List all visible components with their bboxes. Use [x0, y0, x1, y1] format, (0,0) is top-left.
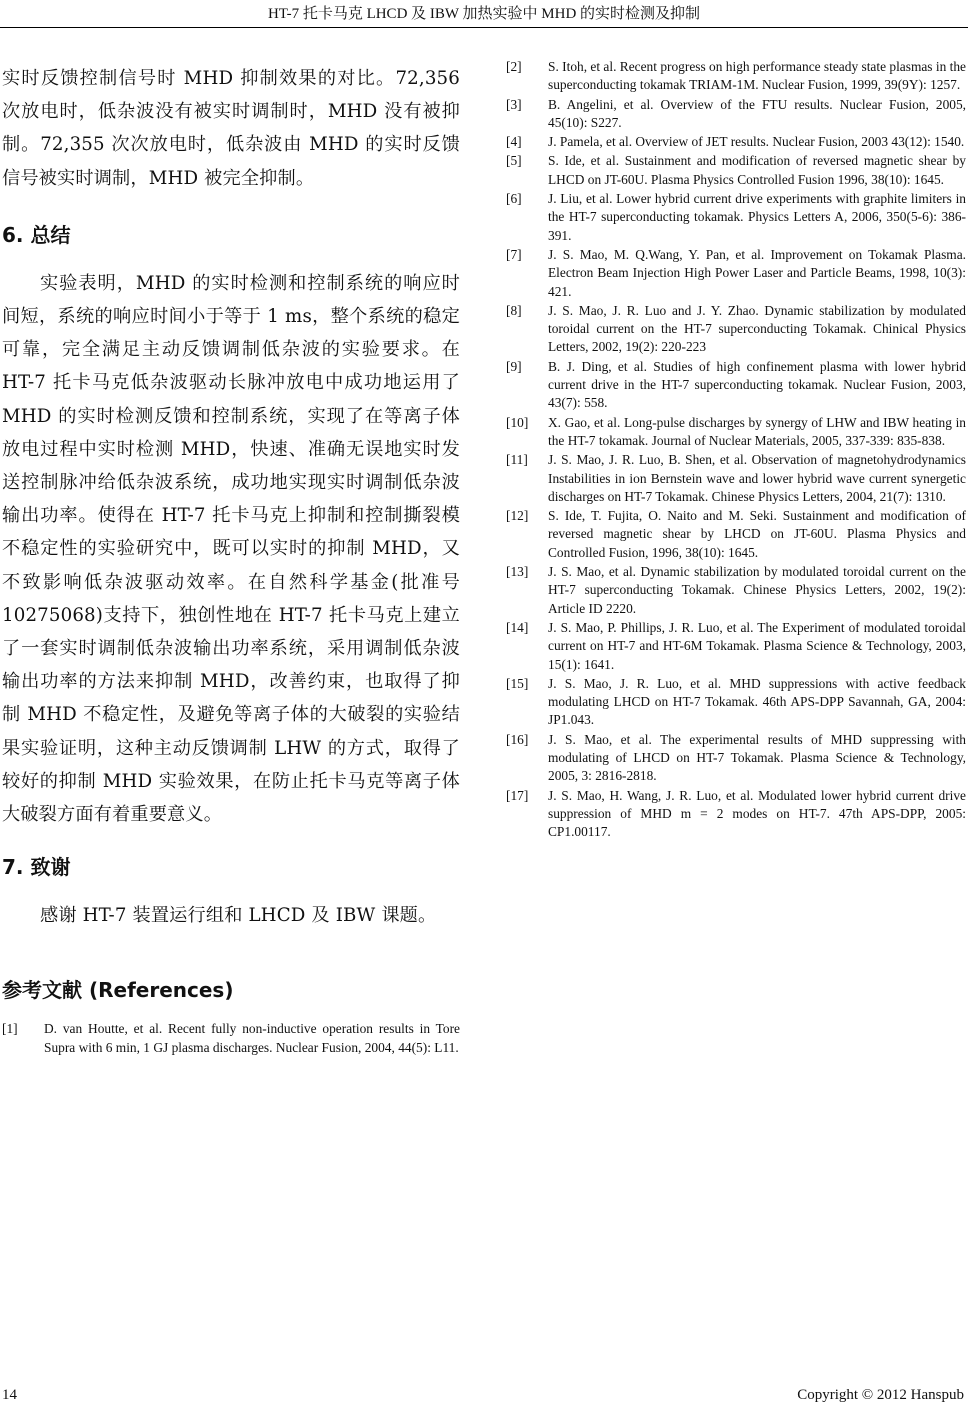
- reference-text: D. van Houtte, et al. Recent fully non-inductive operation results in Tore Supra with 6 min, 1 GJ plasma discharges. Nuclear Fusion, 2004, 44(5): L11.: [44, 1021, 460, 1055]
- page-number: 14: [2, 1387, 17, 1403]
- running-header: HT-7 托卡马克 LHCD 及 IBW 加热实验中 MHD 的实时检测及抑制: [267, 6, 701, 22]
- reference-text: J. S. Mao, J. R. Luo and J. Y. Zhao. Dynamic stabilization by modulated toroidal current on the HT-7 superconducting Tokamak. Chinical Physics Letters, 2002, 19(2): 220-223: [548, 302, 966, 355]
- reference-item: [506, 190, 966, 245]
- section-7-heading: 7. 致谢: [2, 855, 71, 880]
- reference-item: [506, 563, 966, 618]
- reference-item: [506, 302, 966, 357]
- reference-number: [14]: [506, 619, 529, 635]
- reference-number: [2]: [506, 59, 522, 74]
- reference-text: X. Gao, et al. Long-pulse discharges by synergy of LHW and IBW heating in the HT-7 tokamak. Journal of Nuclear Materials, 2005, 337-339: 835-838.: [548, 414, 966, 448]
- reference-item: [506, 58, 966, 95]
- right-column: [506, 58, 966, 842]
- reference-item: [506, 787, 966, 842]
- reference-text: J. S. Mao, J. R. Luo, et al. MHD suppressions with active feedback modulating LHCD on HT-7 Tokamak. 46th APS-DPP Savannah, GA, 2004: JP1.043.: [548, 675, 966, 728]
- reference-item: [506, 152, 966, 189]
- reference-text: J. S. Mao, et al. Dynamic stabilization by modulated toroidal current on the HT-7 superconducting Tokamak. Chinese Physics Letters, 2002, 19(2): Article ID 2220.: [548, 564, 966, 616]
- header-rule: [0, 27, 968, 28]
- reference-text: J. S. Mao, H. Wang, J. R. Luo, et al. Modulated lower hybrid current drive suppression of MHD m = 2 modes on HT-7. 47th APS-DPP, 2005: CP1.00117.: [548, 787, 966, 840]
- reference-item: [506, 507, 966, 562]
- reference-text: B. Angelini, et al. Overview of the FTU results. Nuclear Fusion, 2005, 45(10): S227.: [548, 96, 966, 130]
- reference-number: [8]: [506, 302, 522, 318]
- reference-number: [5]: [506, 153, 522, 169]
- reference-text: J. Liu, et al. Lower hybrid current drive experiments with graphite limiters in the HT-7 superconducting tokamak. Physics Letters A, 2006, 350(5-6): 386-391.: [548, 191, 966, 243]
- reference-number: [9]: [506, 358, 522, 374]
- reference-text: J. S. Mao, J. R. Luo, B. Shen, et al. Observation of magnetohydrodynamics Instabilities in ion Bernstein wave and lower hybrid wave current synergetic discharges on HT-7 Tokamak. Chinese Physics Letters, 2004, 21(7): 1310.: [548, 452, 966, 504]
- copyright-notice: Copyright © 2012 Hanspub: [797, 1387, 964, 1403]
- reference-item: [506, 619, 966, 674]
- reference-text: J. S. Mao, et al. The experimental results of MHD suppressing with modulating of LHCD on HT-7 Tokamak. Plasma Science & Technology, 2005, 3: 2816-2818.: [548, 731, 966, 784]
- section-6-paragraph: 实验表明，MHD 的实时检测和控制系统的响应时间短，系统的响应时间小于等于 1 ms，整个系统的稳定可靠，完全满足主动反馈调制低杂波的实验要求。在 HT-7 托卡马克低杂波驱动长脉冲放电中成功地运用了 MHD 的实时检测反馈和控制系统，实现了在等离子体放电过程中实时检测 MHD，快速、准确无误地实时发送控制脉冲给低杂波系统，成功地实现实时调制低杂波输出功率。使得在 HT-7 托卡马克上抑制和控制撕裂模不稳定性的实验研究中，既可以实时的抑制 MHD，又不致影响低杂波驱动效率。在自然科学基金(批准号 10275068)支持下，独创性地在 HT-7 托卡马克上建立了一套实时调制低杂波输出功率系统，采用调制低杂波输出功率的方法来抑制 MHD，改善约束，也取得了抑制 MHD 不稳定性，及避免等离子体的大破裂的实验结果实验证明，这种主动反馈调制 LHW 的方式，取得了较好的抑制 MHD 实验效果，在防止托卡马克等离子体大破裂方面有着重要意义。: [2, 272, 460, 826]
- reference-item: [506, 675, 966, 730]
- left-column: [2, 62, 460, 1058]
- reference-text: S. Ide, et al. Sustainment and modification of reversed magnetic shear by LHCD on JT-60U. Plasma Physics Controlled Fusion 1996, 38(10): 1645.: [548, 153, 966, 187]
- reference-text: J. Pamela, et al. Overview of JET results. Nuclear Fusion, 2003 43(12): 1540.: [548, 134, 965, 150]
- reference-item: [506, 451, 966, 506]
- reference-item: [2, 1020, 460, 1057]
- reference-text: S. Itoh, et al. Recent progress on high performance steady state plasmas in the superconducting tokamak TRIAM-1M. Nuclear Fusion, 1999, 39(9Y): 1257.: [548, 59, 966, 93]
- reference-number: [6]: [506, 191, 522, 207]
- references-heading: 参考文献 (References): [2, 978, 234, 1003]
- section-7-paragraph: 感谢 HT-7 装置运行组和 LHCD 及 IBW 课题。: [40, 905, 437, 927]
- reference-number: [11]: [506, 452, 528, 468]
- reference-number: [13]: [506, 564, 529, 580]
- reference-number: [15]: [506, 675, 529, 691]
- intro-paragraph: 实时反馈控制信号时 MHD 抑制效果的对比。72,356 次放电时，低杂波没有被实时调制时，MHD 没有被抑制。72,355 次次放电时，低杂波由 MHD 的实时反馈信号被实时调制，MHD 被完全抑制。: [2, 68, 460, 189]
- reference-item: [506, 731, 966, 786]
- reference-number: [3]: [506, 96, 522, 112]
- reference-number: [10]: [506, 414, 529, 430]
- reference-item: [506, 358, 966, 413]
- reference-number: [7]: [506, 246, 522, 262]
- reference-number: [17]: [506, 787, 529, 803]
- reference-item: [506, 96, 966, 133]
- reference-number: [12]: [506, 508, 529, 524]
- reference-number: [4]: [506, 134, 522, 150]
- reference-number: [1]: [2, 1021, 18, 1037]
- reference-text: S. Ide, T. Fujita, O. Naito and M. Seki. Sustainment and modification of reversed magnetic shear by LHCD on JT-60U. Plasma Physics and Controlled Fusion, 1996, 38(10): 1645.: [548, 508, 966, 560]
- reference-text: J. S. Mao, P. Phillips, J. R. Luo, et al. The Experiment of modulated toroidal current on HT-7 and HT-6M Tokamak. Plasma Science & Technology, 2003, 15(1): 1641.: [548, 619, 966, 672]
- reference-text: B. J. Ding, et al. Studies of high confinement plasma with lower hybrid current drive in the HT-7 superconducting tokamak. Nuclear Fusion, 2003, 43(7): 558.: [548, 358, 966, 411]
- reference-item: [506, 414, 966, 451]
- reference-item: [506, 133, 966, 151]
- reference-text: J. S. Mao, M. Q.Wang, Y. Pan, et al. Improvement on Tokamak Plasma. Electron Beam Injection High Power Laser and Particle Beams, 1998, 10(3): 421.: [548, 246, 966, 299]
- section-6-heading: 6. 总结: [2, 222, 71, 247]
- reference-item: [506, 246, 966, 301]
- reference-number: [16]: [506, 731, 529, 747]
